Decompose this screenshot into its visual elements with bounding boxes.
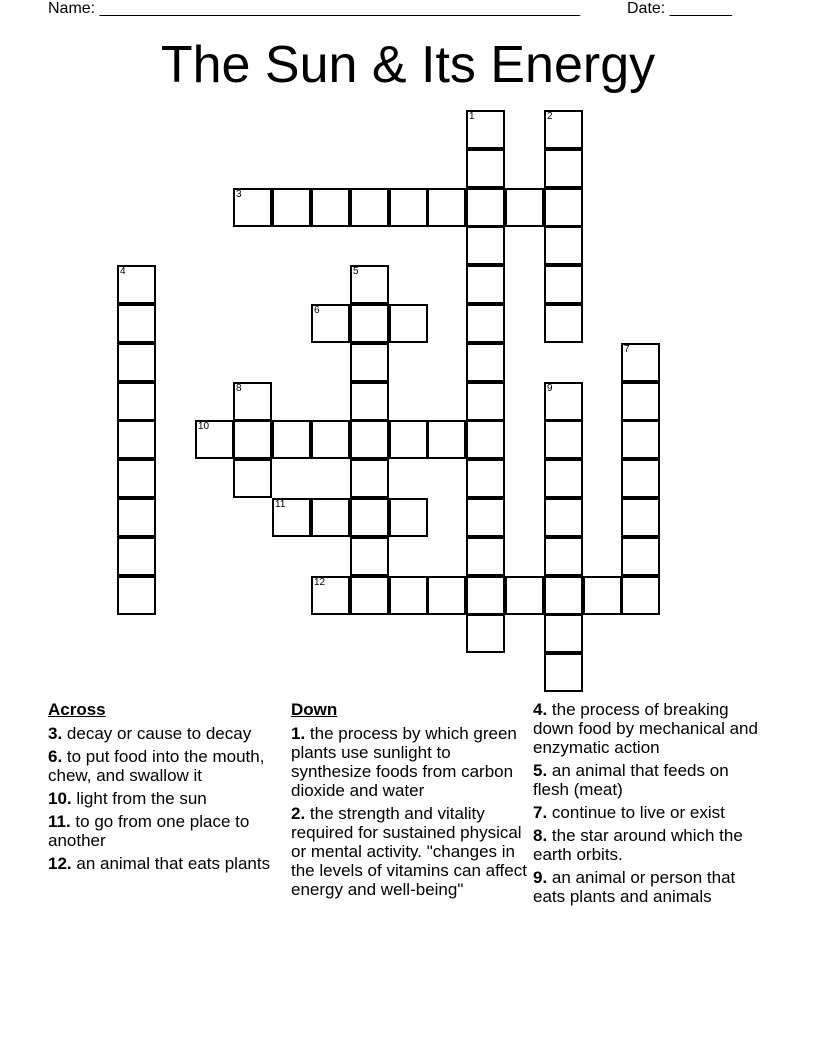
grid-cell[interactable] bbox=[544, 653, 583, 692]
grid-cell[interactable] bbox=[466, 614, 505, 653]
grid-cell[interactable] bbox=[117, 537, 156, 576]
grid-cell[interactable] bbox=[311, 188, 350, 227]
date-field[interactable]: Date: _______ bbox=[627, 0, 732, 17]
grid-cell[interactable] bbox=[621, 498, 660, 537]
grid-cell[interactable] bbox=[466, 226, 505, 265]
grid-cell[interactable] bbox=[233, 420, 272, 459]
grid-cell[interactable] bbox=[350, 537, 389, 576]
grid-cell[interactable] bbox=[466, 304, 505, 343]
grid-cell[interactable] bbox=[505, 188, 544, 227]
grid-cell[interactable] bbox=[311, 304, 350, 343]
grid-cell[interactable] bbox=[350, 420, 389, 459]
clue-down-2: 2. the strength and vitality required for sustained physical or mental activity. "changes in the levels of vitamins can affect energy and well-being" bbox=[291, 804, 527, 899]
grid-cell[interactable] bbox=[272, 420, 311, 459]
grid-cell[interactable] bbox=[233, 382, 272, 421]
grid-cell[interactable] bbox=[233, 188, 272, 227]
grid-cell[interactable] bbox=[544, 110, 583, 149]
grid-cell[interactable] bbox=[466, 110, 505, 149]
grid-cell[interactable] bbox=[350, 498, 389, 537]
grid-cell[interactable] bbox=[350, 382, 389, 421]
grid-cell[interactable] bbox=[466, 498, 505, 537]
grid-cell[interactable] bbox=[117, 459, 156, 498]
cell-number: 7 bbox=[624, 344, 630, 355]
grid-cell[interactable] bbox=[233, 459, 272, 498]
clue-down-4: 4. the process of breaking down food by mechanical and enzymatic action bbox=[533, 700, 758, 757]
cell-number: 10 bbox=[198, 421, 210, 432]
name-field[interactable]: Name: ______________________________________________________ bbox=[48, 0, 581, 17]
grid-cell[interactable] bbox=[621, 382, 660, 421]
grid-cell[interactable] bbox=[272, 188, 311, 227]
grid-cell[interactable] bbox=[117, 420, 156, 459]
grid-cell[interactable] bbox=[544, 188, 583, 227]
grid-cell[interactable] bbox=[544, 226, 583, 265]
grid-cell[interactable] bbox=[621, 576, 660, 615]
grid-cell[interactable] bbox=[583, 576, 622, 615]
clue-across-3: 3. decay or cause to decay bbox=[48, 724, 252, 743]
grid-cell[interactable] bbox=[117, 576, 156, 615]
grid-cell[interactable] bbox=[117, 343, 156, 382]
cell-number: 11 bbox=[275, 499, 286, 510]
cell-number: 3 bbox=[236, 189, 242, 200]
grid-cell[interactable] bbox=[389, 498, 428, 537]
grid-cell[interactable] bbox=[544, 459, 583, 498]
grid-cell[interactable] bbox=[427, 576, 466, 615]
grid-cell[interactable] bbox=[311, 576, 350, 615]
grid-cell[interactable] bbox=[272, 498, 311, 537]
grid-cell[interactable] bbox=[544, 304, 583, 343]
grid-cell[interactable] bbox=[350, 343, 389, 382]
grid-cell[interactable] bbox=[466, 265, 505, 304]
grid-cell[interactable] bbox=[466, 576, 505, 615]
grid-cell[interactable] bbox=[544, 149, 583, 188]
grid-cell[interactable] bbox=[389, 188, 428, 227]
grid-cell[interactable] bbox=[466, 343, 505, 382]
grid-cell[interactable] bbox=[466, 149, 505, 188]
clue-across-12: 12. an animal that eats plants bbox=[48, 854, 271, 873]
worksheet-header bbox=[0, 0, 816, 22]
across-heading: Across bbox=[48, 700, 106, 719]
grid-cell[interactable] bbox=[350, 576, 389, 615]
cell-number: 5 bbox=[353, 266, 359, 277]
clue-across-6: 6. to put food into the mouth, chew, and swallow it bbox=[48, 747, 265, 785]
grid-cell[interactable] bbox=[311, 420, 350, 459]
grid-cell[interactable] bbox=[544, 420, 583, 459]
grid-cell[interactable] bbox=[544, 537, 583, 576]
grid-cell[interactable] bbox=[389, 420, 428, 459]
grid-cell[interactable] bbox=[195, 420, 234, 459]
down-clues bbox=[291, 700, 527, 903]
clue-across-10: 10. light from the sun bbox=[48, 789, 207, 808]
grid-cell[interactable] bbox=[544, 498, 583, 537]
grid-cell[interactable] bbox=[117, 304, 156, 343]
grid-cell[interactable] bbox=[389, 576, 428, 615]
grid-cell[interactable] bbox=[466, 188, 505, 227]
grid-cell[interactable] bbox=[544, 614, 583, 653]
cell-number: 2 bbox=[547, 111, 553, 122]
grid-cell[interactable] bbox=[427, 188, 466, 227]
grid-cell[interactable] bbox=[621, 420, 660, 459]
cell-number: 8 bbox=[236, 383, 242, 394]
grid-cell[interactable] bbox=[117, 498, 156, 537]
grid-cell[interactable] bbox=[389, 304, 428, 343]
grid-cell[interactable] bbox=[117, 382, 156, 421]
clue-down-7: 7. continue to live or exist bbox=[533, 803, 725, 822]
grid-cell[interactable] bbox=[466, 382, 505, 421]
across-clues bbox=[48, 700, 284, 877]
grid-cell[interactable] bbox=[350, 265, 389, 304]
cell-number: 1 bbox=[469, 111, 475, 122]
grid-cell[interactable] bbox=[350, 188, 389, 227]
clue-down-8: 8. the star around which the earth orbits. bbox=[533, 826, 743, 864]
clue-down-5: 5. an animal that feeds on flesh (meat) bbox=[533, 761, 729, 799]
grid-cell[interactable] bbox=[117, 265, 156, 304]
clue-down-9: 9. an animal or person that eats plants and animals bbox=[533, 868, 736, 906]
grid-cell[interactable] bbox=[505, 576, 544, 615]
grid-cell[interactable] bbox=[466, 537, 505, 576]
grid-cell[interactable] bbox=[621, 343, 660, 382]
grid-cell[interactable] bbox=[466, 420, 505, 459]
grid-cell[interactable] bbox=[544, 576, 583, 615]
grid-cell[interactable] bbox=[427, 420, 466, 459]
grid-cell[interactable] bbox=[466, 459, 505, 498]
cell-number: 6 bbox=[314, 305, 320, 316]
grid-cell[interactable] bbox=[544, 382, 583, 421]
down-heading: Down bbox=[291, 700, 338, 719]
grid-cell[interactable] bbox=[621, 459, 660, 498]
grid-cell[interactable] bbox=[621, 537, 660, 576]
grid-cell[interactable] bbox=[311, 498, 350, 537]
down-clues-continued bbox=[533, 700, 769, 910]
cell-number: 12 bbox=[314, 577, 326, 588]
grid-cell[interactable] bbox=[544, 265, 583, 304]
grid-cell[interactable] bbox=[350, 459, 389, 498]
clue-down-1: 1. the process by which green plants use sunlight to synthesize foods from carbon dioxide and water bbox=[291, 724, 517, 800]
grid-cell[interactable] bbox=[350, 304, 389, 343]
clue-across-11: 11. to go from one place to another bbox=[48, 812, 250, 850]
page-title: The Sun & Its Energy bbox=[160, 36, 656, 94]
cell-number: 4 bbox=[120, 266, 126, 277]
cell-number: 9 bbox=[547, 383, 553, 394]
